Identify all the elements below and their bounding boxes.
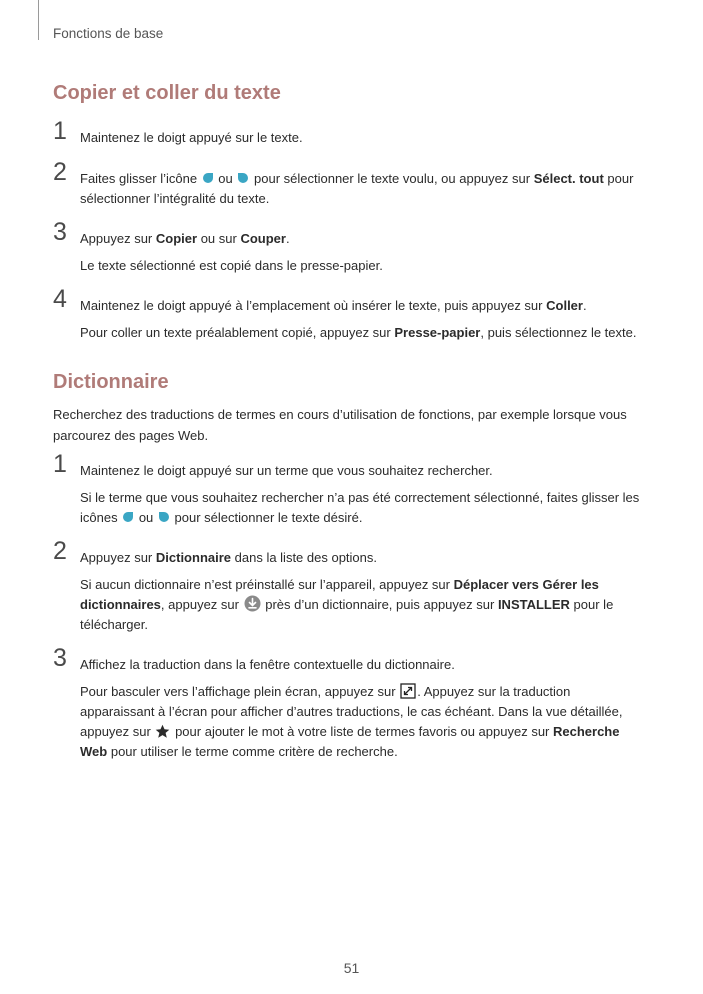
step-number: 2 (53, 537, 67, 565)
step-note: dictionnaires, appuyez sur près d’un dictionnaire, puis appuyez sur INSTALLER pour le (80, 597, 614, 612)
header-divider (38, 0, 39, 40)
step-text: Maintenez le doigt appuyé sur un terme que vous souhaitez rechercher. (80, 463, 493, 478)
step-text: Faites glisser l’icône ou pour sélectionner le texte voulu, ou appuyez sur Sélect. tout pour (80, 171, 634, 186)
right-selection-handle-icon (158, 511, 170, 525)
step-text: Appuyez sur Copier ou sur Couper. (80, 231, 290, 246)
step-note: Web pour utiliser le terme comme critère de recherche. (80, 744, 398, 759)
running-header: Fonctions de base (53, 26, 164, 41)
step-number: 3 (53, 218, 67, 246)
step-text: Affichez la traduction dans la fenêtre contextuelle du dictionnaire. (80, 657, 455, 672)
step-note: icônes ou pour sélectionner le texte désiré. (80, 510, 363, 525)
section-title-dictionary: Dictionnaire (53, 371, 169, 393)
step-note: Pour coller un texte préalablement copié, appuyez sur Presse-papier, puis sélectionnez le texte. (80, 325, 637, 340)
star-icon (155, 724, 170, 739)
left-selection-handle-icon (122, 511, 134, 525)
left-selection-handle-icon (202, 172, 214, 186)
expand-fullscreen-icon (400, 683, 416, 699)
step-text: Maintenez le doigt appuyé à l’emplacement où insérer le texte, puis appuyez sur Coller. (80, 298, 587, 313)
step-note: apparaissant à l’écran pour afficher d’autres traductions, le cas échéant. Dans la vue détaillée, (80, 704, 623, 719)
step-text: Appuyez sur Dictionnaire dans la liste des options. (80, 550, 378, 565)
section-title-copy-paste: Copier et coller du texte (53, 82, 281, 104)
page-number: 51 (343, 960, 360, 976)
right-selection-handle-icon (237, 172, 249, 186)
step-number: 1 (53, 117, 67, 145)
download-icon (244, 595, 261, 612)
step-number: 1 (53, 450, 67, 478)
step-number: 4 (53, 285, 67, 313)
step-note: Le texte sélectionné est copié dans le presse-papier. (80, 258, 383, 273)
step-number: 2 (53, 158, 67, 186)
step-number: 3 (53, 644, 67, 672)
step-note: télécharger. (80, 617, 148, 632)
step-note: Si aucun dictionnaire n’est préinstallé sur l’appareil, appuyez sur Déplacer vers Gérer les (80, 577, 599, 592)
step-note: appuyez sur pour ajouter le mot à votre liste de termes favoris ou appuyez sur Recherche (80, 724, 620, 739)
step-note: Si le terme que vous souhaitez rechercher n’a pas été correctement sélectionné, faites glisser les (80, 490, 640, 505)
dictionary-intro: Recherchez des traductions de termes en cours d’utilisation de fonctions, par exemple lorsque vous parcourez des pages Web. (53, 407, 627, 443)
step-note: Pour basculer vers l’affichage plein écran, appuyez sur . Appuyez sur la traduction (80, 684, 571, 699)
step-text: Maintenez le doigt appuyé sur le texte. (80, 130, 303, 145)
step-text: sélectionner l’intégralité du texte. (80, 191, 270, 206)
